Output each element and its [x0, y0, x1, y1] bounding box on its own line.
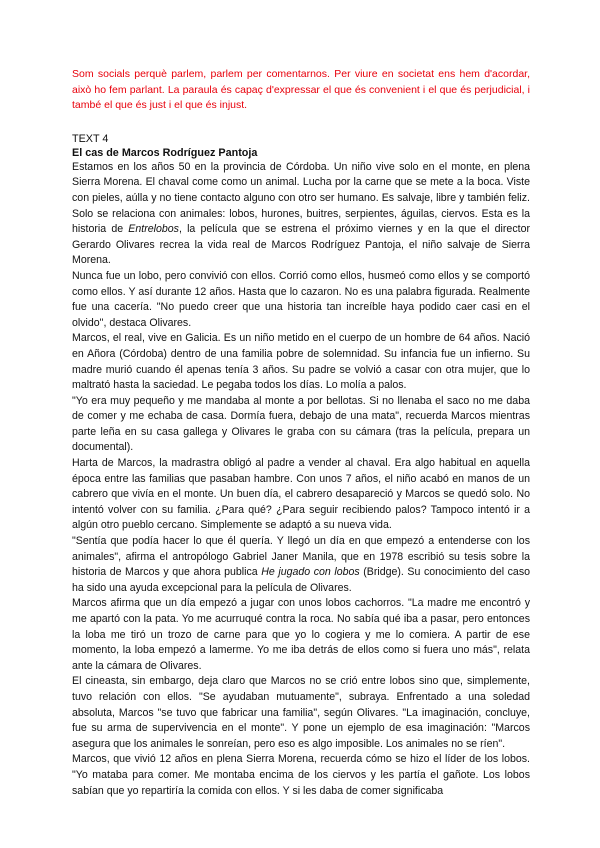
paragraph-text: "Sentía que podía hacer lo que él quería. Y llegó un día en que empezó a entenderse con los animales", afirma el antropólogo Gabriel Janer Manila, que en 1978 escribió su tesis sobre la historia de Marcos y que ahora publica: [72, 535, 530, 579]
paragraph-text: Marcos afirma que un día empezó a jugar con unos lobos cachorros. "La madre me encontró y me apartó con la pata. Yo me acurruqué contra la roca. No sabía qué iba a pasar, pero entonces la loba me tiró un trozo de carne para que yo lo cogiera y me lo comiera. A partir de ese momento, la loba empezó a lamerme. Yo me iba detrás de ellos como si fuera uno más", relata ante la cámara de Olivares.: [72, 597, 530, 672]
document-page: [72, 67, 530, 799]
paragraph-text: , la película que se estrena el próximo viernes y en la que el director Gerardo Olivares recrea la vida real de Marcos Rodríguez Pantoja, el niño salvaje de Sierra Morena.: [72, 223, 530, 267]
paragraph-text: El cineasta, sin embargo, deja claro que Marcos no se crió entre lobos sino que, simplemente, tuvo relación con ellos. "Se ayudaban mutuamente", subraya. Enfrentado a una soledad absoluta, Marcos "se tuvo que fabricar una familia", según Olivares. "La imaginación, concluye, fue su arma de supervivencia en el monte". Y pone un ejemplo de esa imaginación: "Marcos asegura que los animales le sonreían, pero eso es algo imposible. Los animales no se ríen".: [72, 675, 530, 750]
article-paragraph: [72, 674, 530, 752]
article-body: [72, 160, 530, 799]
paragraph-text: Marcos, el real, vive en Galicia. Es un niño metido en el cuerpo de un hombre de 64 años. Nació en Añora (Córdoba) dentro de una familia pobre de solemnidad. Su infancia fue un infierno. Su madre murió cuando él apenas tenía 3 años. Su padre se volvió a casar con otra mujer, que lo maltrató hasta la saciedad. Le pegaba todos los días. Lo molía a palos.: [72, 332, 530, 392]
paragraph-text: "Yo era muy pequeño y me mandaba al monte a por bellotas. Si no llenaba el saco no me daba de comer y me echaba de casa. Dormía fuera, debajo de una mata", recuerda Marcos mientras parte leña en su casa gallega y Olivares le graba con su cámara (tras la película, prepara un documental).: [72, 394, 530, 454]
paragraph-text: Harta de Marcos, la madrastra obligó al padre a vender al chaval. Era algo habitual en aquella época entre las familias que pasaban hambre. Con unos 7 años, el niño acabó en manos de un cabrero que vivía en el monte. Un buen día, el cabrero desapareció y Marcos se quedó solo. No intentó volver con su familia. ¿Para qué? ¿Para seguir recibiendo palos? Tampoco intentó ir a algún otro pueblo cercano. Simplemente se adaptó a su nueva vida.: [72, 457, 530, 532]
italic-title: He jugado con lobos: [261, 566, 360, 579]
paragraph-text: Marcos, que vivió 12 años en plena Sierra Morena, recuerda cómo se hizo el líder de los lobos. "Yo mataba para comer. Me montaba encima de los ciervos y les partía el gañote. Los lobos sabían que yo repartiría la comida con ellos. Y si les daba de comer significaba: [72, 753, 530, 797]
text-number-label: TEXT 4: [72, 132, 109, 145]
paragraph-text: (Bridge). Su conocimiento del caso ha sido una ayuda excepcional para la película de Olivares.: [72, 566, 531, 594]
article-paragraph: [72, 456, 530, 534]
article-paragraph: [72, 394, 530, 456]
article-paragraph: [72, 160, 530, 269]
paragraph-text: Nunca fue un lobo, pero convivió con ellos. Corrió como ellos, husmeó como ellos y se comportó como ellos. Y así durante 12 años. Hasta que lo cazaron. No es una palabra figurada. Realmente fue una cacería. "No puedo creer que una historia tan increíble haya podido caer casi en el olvido", destaca Olivares.: [72, 269, 530, 329]
italic-title: Entrelobos: [128, 223, 179, 236]
article-paragraph: [72, 534, 530, 596]
article-paragraph: [72, 596, 530, 674]
article-title: El cas de Marcos Rodríguez Pantoja: [72, 146, 258, 159]
article-paragraph: [72, 269, 530, 331]
paragraph-text: Estamos en los años 50 en la provincia de Córdoba. Un niño vive solo en el monte, en plena Sierra Morena. El chaval come como un animal. Lucha por la carne que se mete a la boca. Viste con pieles, aúlla y no tiene contacto alguno con otro ser humano. Es salvaje, libre y también feliz. Solo se relaciona con animales: lobos, hurones, buitres, serpientes, águilas, ciervos. Esta es la historia de: [72, 160, 530, 236]
article-paragraph: [72, 752, 530, 799]
article-paragraph: [72, 331, 530, 393]
intro-paragraph: Som socials perquè parlem, parlem per comentarnos. Per viure en societat ens hem d'acordar, això ho fem parlant. La paraula és capaç d'expressar el que és convenient i el que és perjudicial, i també el que és just i el que és injust.: [72, 68, 530, 112]
